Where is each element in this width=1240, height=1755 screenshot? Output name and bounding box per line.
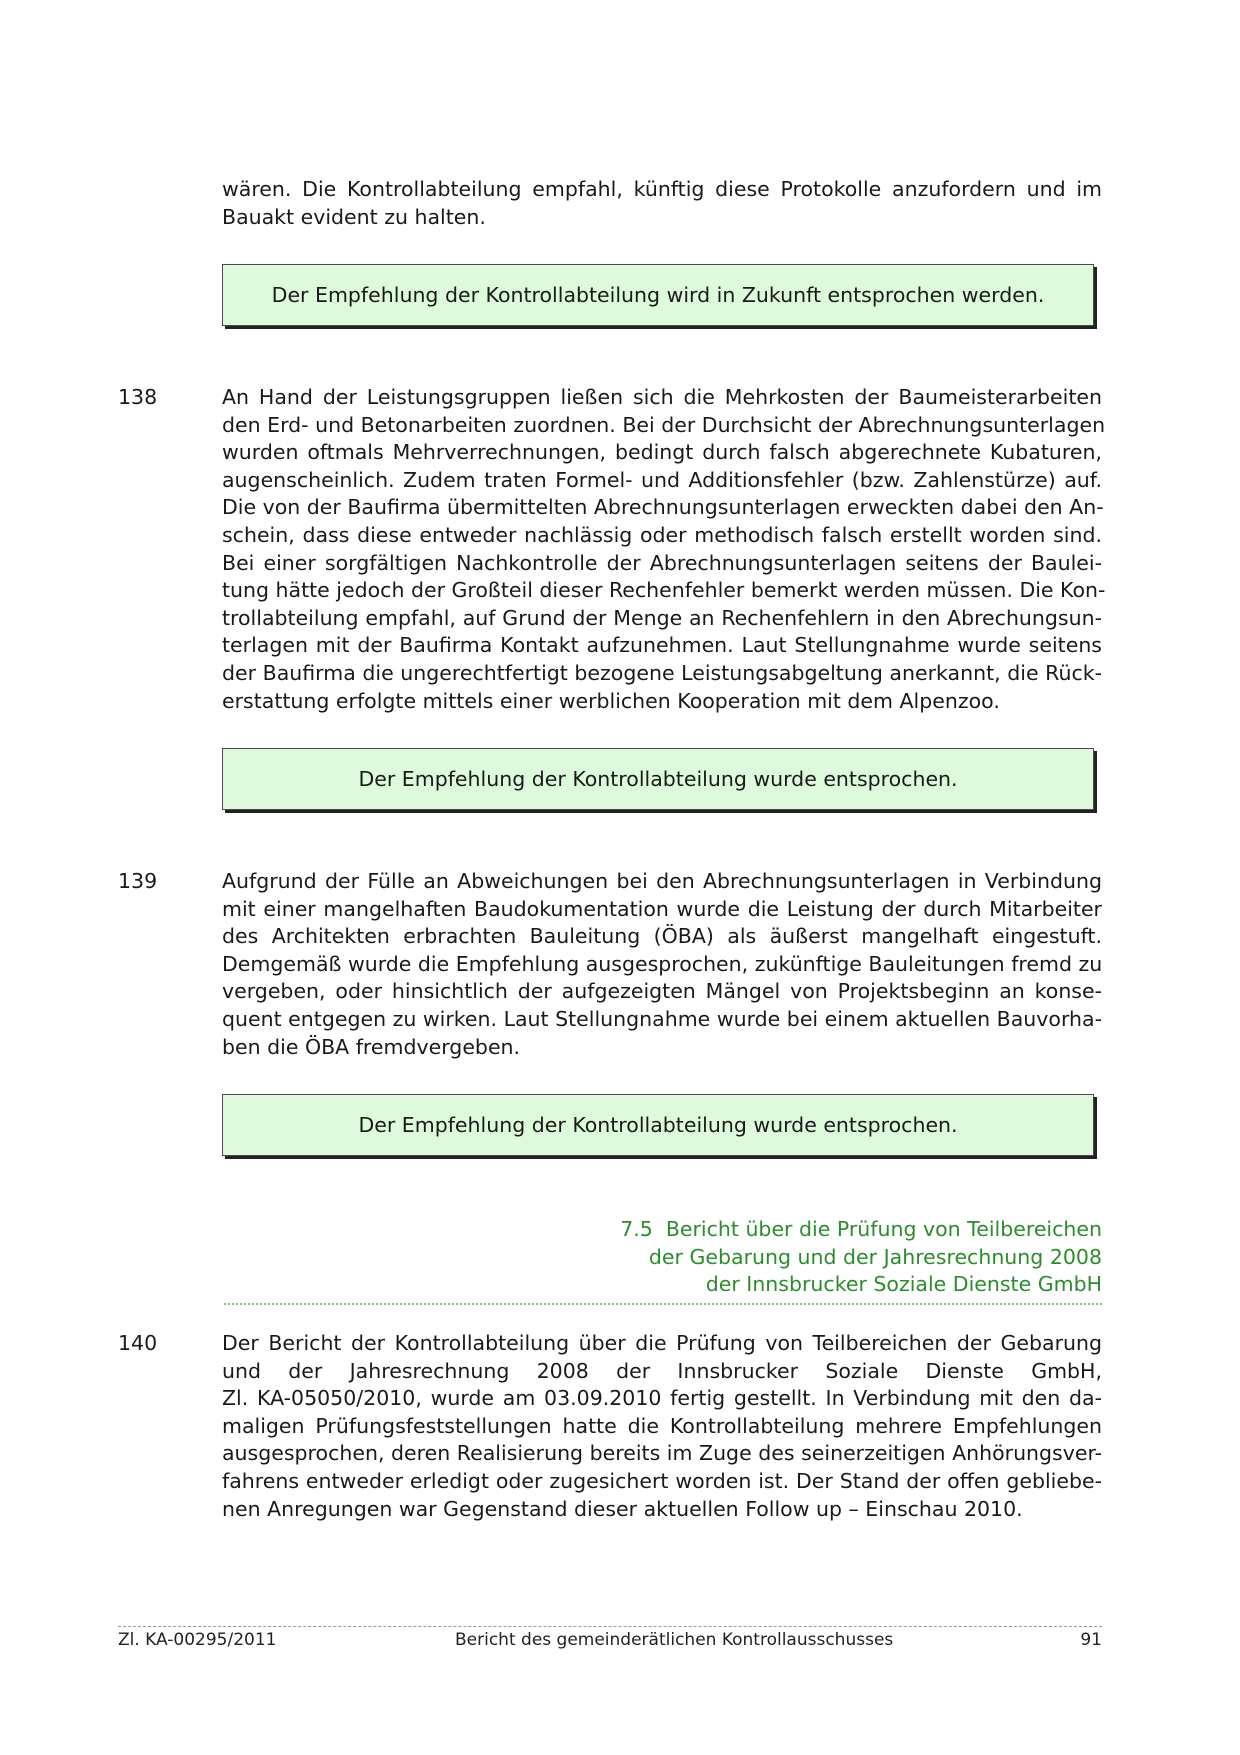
paragraph-140 xyxy=(222,1330,1102,1523)
text-line: und der Jahresrechnung 2008 der Innsbrucker Soziale Dienste GmbH, xyxy=(222,1358,1102,1383)
response-box xyxy=(222,1094,1094,1156)
section-heading-line: der Gebarung und der Jahresrechnung 2008 xyxy=(648,1244,1102,1269)
footer-divider xyxy=(118,1626,1102,1627)
section-heading xyxy=(620,1216,1102,1299)
text-line: tung hätte jedoch der Großteil dieser Rechenfehler bemerkt werden müssen. Die Kon- xyxy=(222,578,1106,603)
section-heading-line: der Innsbrucker Soziale Dienste GmbH xyxy=(705,1272,1102,1297)
response-box xyxy=(222,264,1094,326)
paragraph-139 xyxy=(222,868,1102,1061)
text-line: erstattung erfolgte mittels einer werblichen Kooperation mit dem Alpenzoo. xyxy=(222,688,1000,713)
text-line: trollabteilung empfahl, auf Grund der Menge an Rechenfehlern in den Abrechungsun- xyxy=(222,605,1102,630)
text-line: nen Anregungen war Gegenstand dieser aktuellen Follow up – Einschau 2010. xyxy=(222,1496,1023,1521)
text-line: Bauakt evident zu halten. xyxy=(222,204,486,229)
text-line: fahrens entweder erledigt oder zugesichert worden ist. Der Stand der offen gebliebe- xyxy=(222,1468,1102,1493)
paragraph-138 xyxy=(222,384,1106,715)
text-line: Aufgrund der Fülle an Abweichungen bei den Abrechnungsunterlagen in Verbindung xyxy=(222,869,1102,893)
text-line: Bei einer sorgfältigen Nachkontrolle der Abrechnungsunterlagen seitens der Baulei- xyxy=(222,550,1102,575)
paragraph-number: 139 xyxy=(118,869,158,893)
response-text: Der Empfehlung der Kontrollabteilung wurde entsprochen. xyxy=(358,767,958,791)
text-line: den Erd- und Betonarbeiten zuordnen. Bei der Durchsicht der Abrechnungsunterlagen xyxy=(222,412,1106,437)
text-line: des Architekten erbrachten Bauleitung (ÖBA) als äußerst mangelhaft eingestuft. xyxy=(222,924,1102,949)
text-line: quent entgegen zu wirken. Laut Stellungnahme wurde bei einem aktuellen Bauvorha- xyxy=(222,1006,1102,1031)
footer-reference: Zl. KA-00295/2011 xyxy=(118,1630,277,1650)
text-line: wurden oftmals Mehrverrechnungen, bedingt durch falsch abgerechnete Kubaturen, xyxy=(222,440,1102,465)
response-text: Der Empfehlung der Kontrollabteilung wurde entsprochen. xyxy=(358,1113,958,1137)
text-line: Demgemäß wurde die Empfehlung ausgesprochen, zukünftige Bauleitungen fremd zu xyxy=(222,951,1103,976)
text-line: Der Bericht der Kontrollabteilung über die Prüfung von Teilbereichen der Gebarung xyxy=(222,1331,1102,1355)
text-line: Die von der Baufirma übermittelten Abrechnungsunterlagen erweckten dabei den An- xyxy=(222,495,1104,520)
heading-divider xyxy=(224,1303,1102,1305)
text-line: maligen Prüfungsfeststellungen hatte die Kontrollabteilung mehrere Empfehlungen xyxy=(222,1413,1102,1438)
text-line: wären. Die Kontrollabteilung empfahl, künftig diese Protokolle anzufordern und im xyxy=(222,177,1102,201)
text-line: schein, dass diese entweder nachlässig oder methodisch falsch erstellt worden sind. xyxy=(222,522,1102,547)
footer-title: Bericht des gemeinderätlichen Kontrollausschusses xyxy=(455,1630,894,1650)
text-line: terlagen mit der Baufirma Kontakt aufzunehmen. Laut Stellungnahme wurde seitens xyxy=(222,633,1102,658)
paragraph-continued xyxy=(222,176,1102,231)
section-heading-line: 7.5 Bericht über die Prüfung von Teilbereichen xyxy=(620,1217,1102,1241)
text-line: ben die ÖBA fremdvergeben. xyxy=(222,1034,521,1059)
page-number: 91 xyxy=(1080,1630,1102,1650)
text-line: augenscheinlich. Zudem traten Formel- und Additionsfehler (bzw. Zahlenstürze) auf. xyxy=(222,467,1102,492)
response-box xyxy=(222,748,1094,810)
text-line: vergeben, oder hinsichtlich der aufgezeigten Mängel von Projektsbeginn an konse- xyxy=(222,979,1102,1004)
text-line: ausgesprochen, deren Realisierung bereits im Zuge des seinerzeitigen Anhörungsver- xyxy=(222,1441,1102,1466)
text-line: der Baufirma die ungerechtfertigt bezogene Leistungsabgeltung anerkannt, die Rück- xyxy=(222,660,1102,685)
paragraph-number: 138 xyxy=(118,385,158,409)
text-line: Zl. KA-05050/2010, wurde am 03.09.2010 fertig gestellt. In Verbindung mit den da- xyxy=(222,1386,1102,1411)
text-line: mit einer mangelhaften Baudokumentation wurde die Leistung der durch Mitarbeiter xyxy=(222,896,1102,921)
response-text: Der Empfehlung der Kontrollabteilung wird in Zukunft entsprochen werden. xyxy=(271,283,1045,307)
paragraph-number: 140 xyxy=(118,1331,158,1355)
text-line: An Hand der Leistungsgruppen ließen sich die Mehrkosten der Baumeisterarbeiten xyxy=(222,385,1102,409)
